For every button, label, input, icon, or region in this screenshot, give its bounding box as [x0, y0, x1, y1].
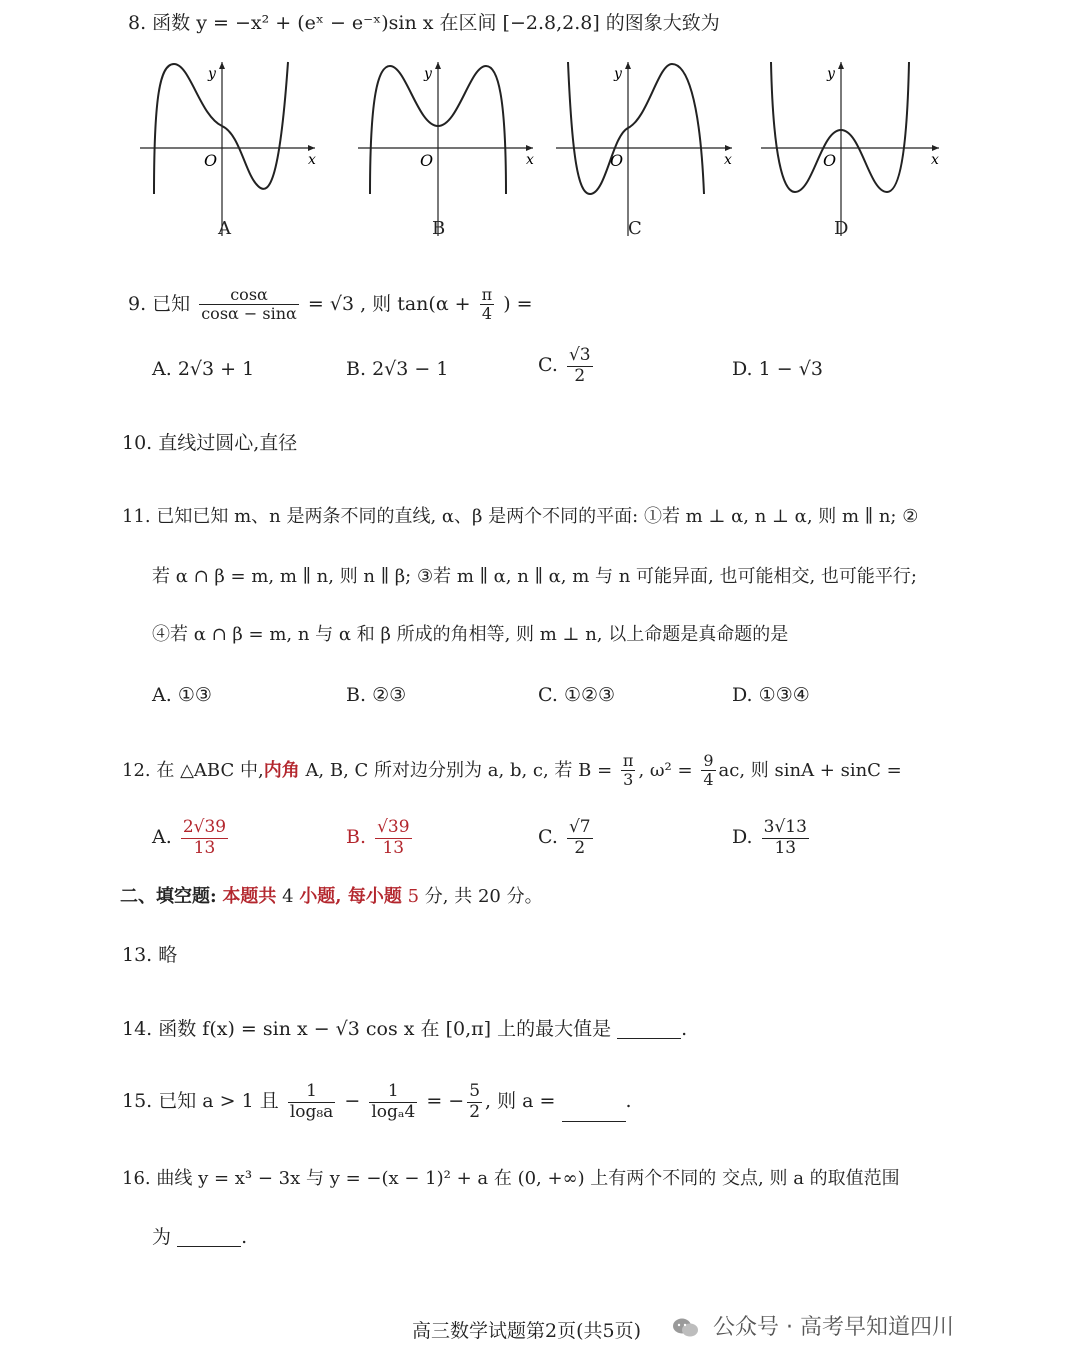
svg-text:y: y [827, 66, 835, 82]
q16-line-2: 为 . [152, 1226, 248, 1248]
q12-option-a: A. $\frac{2√39}{13}$ [152, 817, 227, 858]
graph-label-b: B [432, 218, 446, 239]
q11-line-1: 11. 已知已知 m、n 是两条不同的直线, α、β 是两个不同的平面: ①若 m ⊥ α, n ⊥ α, 则 m ∥ n; ② [122, 506, 919, 527]
section-2-heading: 二、填空题: 本题共 4 小题, 每小题 5 分, 共 20 分。 [120, 886, 543, 907]
svg-text:y: y [208, 66, 216, 82]
q14-blank [617, 1020, 681, 1039]
q14-stem: 14. 函数 f(x) = sin x − √3 cos x 在 [0,π] 上的最大值是 . [122, 1018, 688, 1040]
q8-stem: 8. 函数 y = −x² + (eˣ − e⁻ˣ)sin x 在区间 [−2.8,2.8] 的图象大致为 [128, 12, 720, 34]
svg-text:x: x [931, 152, 939, 168]
q9-option-b: B. 2√3 − 1 [346, 358, 449, 380]
svg-text:y: y [424, 66, 432, 82]
q11-option-d: D. ①③④ [732, 684, 810, 706]
q11-option-b: B. ②③ [346, 684, 407, 706]
q12-option-d: D. $\frac{3√13}{13}$ [732, 817, 807, 858]
svg-text:O: O [610, 151, 624, 170]
q16-line-1: 16. 曲线 y = x³ − 3x 与 y = −(x − 1)² + a 在 (0, +∞) 上有两个不同的 交点, 则 a 的取值范围 [122, 1168, 900, 1189]
q11-line-2: 若 α ∩ β = m, m ∥ n, 则 n ∥ β; ③若 m ∥ α, n ∥ α, m 与 n 可能异面, 也可能相交, 也可能平行; [152, 566, 917, 587]
q15-blank [562, 1103, 626, 1122]
svg-text:O: O [420, 151, 434, 170]
graph-label-c: C [628, 218, 642, 239]
svg-text:y: y [614, 66, 622, 82]
q8-graphs [130, 56, 950, 236]
q9-option-c: C. $\frac{√3}{2}$ [538, 345, 591, 386]
graph-a [140, 62, 316, 236]
graph-b [358, 62, 534, 236]
svg-text:x: x [724, 152, 732, 168]
watermark: 公众号 · 高考早知道四川 [672, 1310, 954, 1341]
q12-stem: 12. 在 △ABC 中,内角 A, B, C 所对边分别为 a, b, c, 若 B = $\frac{\pi}{3}$ , ω² = $\frac{9}{4}$ ac, 则 sinA + sinC = [122, 751, 902, 790]
q11-option-c: C. ①②③ [538, 684, 616, 706]
q13-stem: 13. 略 [122, 944, 178, 966]
page-footer: 高三数学试题第2页(共5页) [412, 1320, 642, 1342]
q16-blank [177, 1228, 241, 1247]
svg-text:x: x [526, 152, 534, 168]
q9-option-d: D. 1 − √3 [732, 358, 823, 380]
graph-d [761, 62, 939, 236]
q10-stem: 10. 直线过圆心,直径 [122, 432, 298, 454]
q12-option-c: C. $\frac{√7}{2}$ [538, 817, 591, 858]
origin-label-a: O [204, 151, 218, 170]
q9-option-a: A. 2√3 + 1 [152, 358, 255, 380]
graph-label-d: D [834, 218, 849, 239]
q9-stem: 9. 已知 $\frac{\cos\alpha}{\cos\alpha - \sin\alpha}$ = √3 , 则 tan(α + $\frac{\pi}{4}$ ) = [128, 285, 533, 324]
q11-option-a: A. ①③ [152, 684, 212, 706]
wechat-icon [672, 1317, 700, 1339]
svg-text:x: x [308, 152, 316, 168]
q12-option-b: B. $\frac{√39}{13}$ [346, 817, 410, 858]
graph-c [556, 62, 732, 236]
graph-label-a: A [218, 218, 231, 239]
svg-text:O: O [823, 151, 837, 170]
q11-line-3: ④若 α ∩ β = m, n 与 α 和 β 所成的角相等, 则 m ⊥ n, 以上命题是真命题的是 [152, 624, 789, 645]
q15-stem: 15. 已知 a > 1 且 $\frac{1}{\text{log₈a}}$ − $\frac{1}{\text{logₐ4}}$ = − $\frac{5}{2}$ , 则 a = . [122, 1081, 632, 1122]
